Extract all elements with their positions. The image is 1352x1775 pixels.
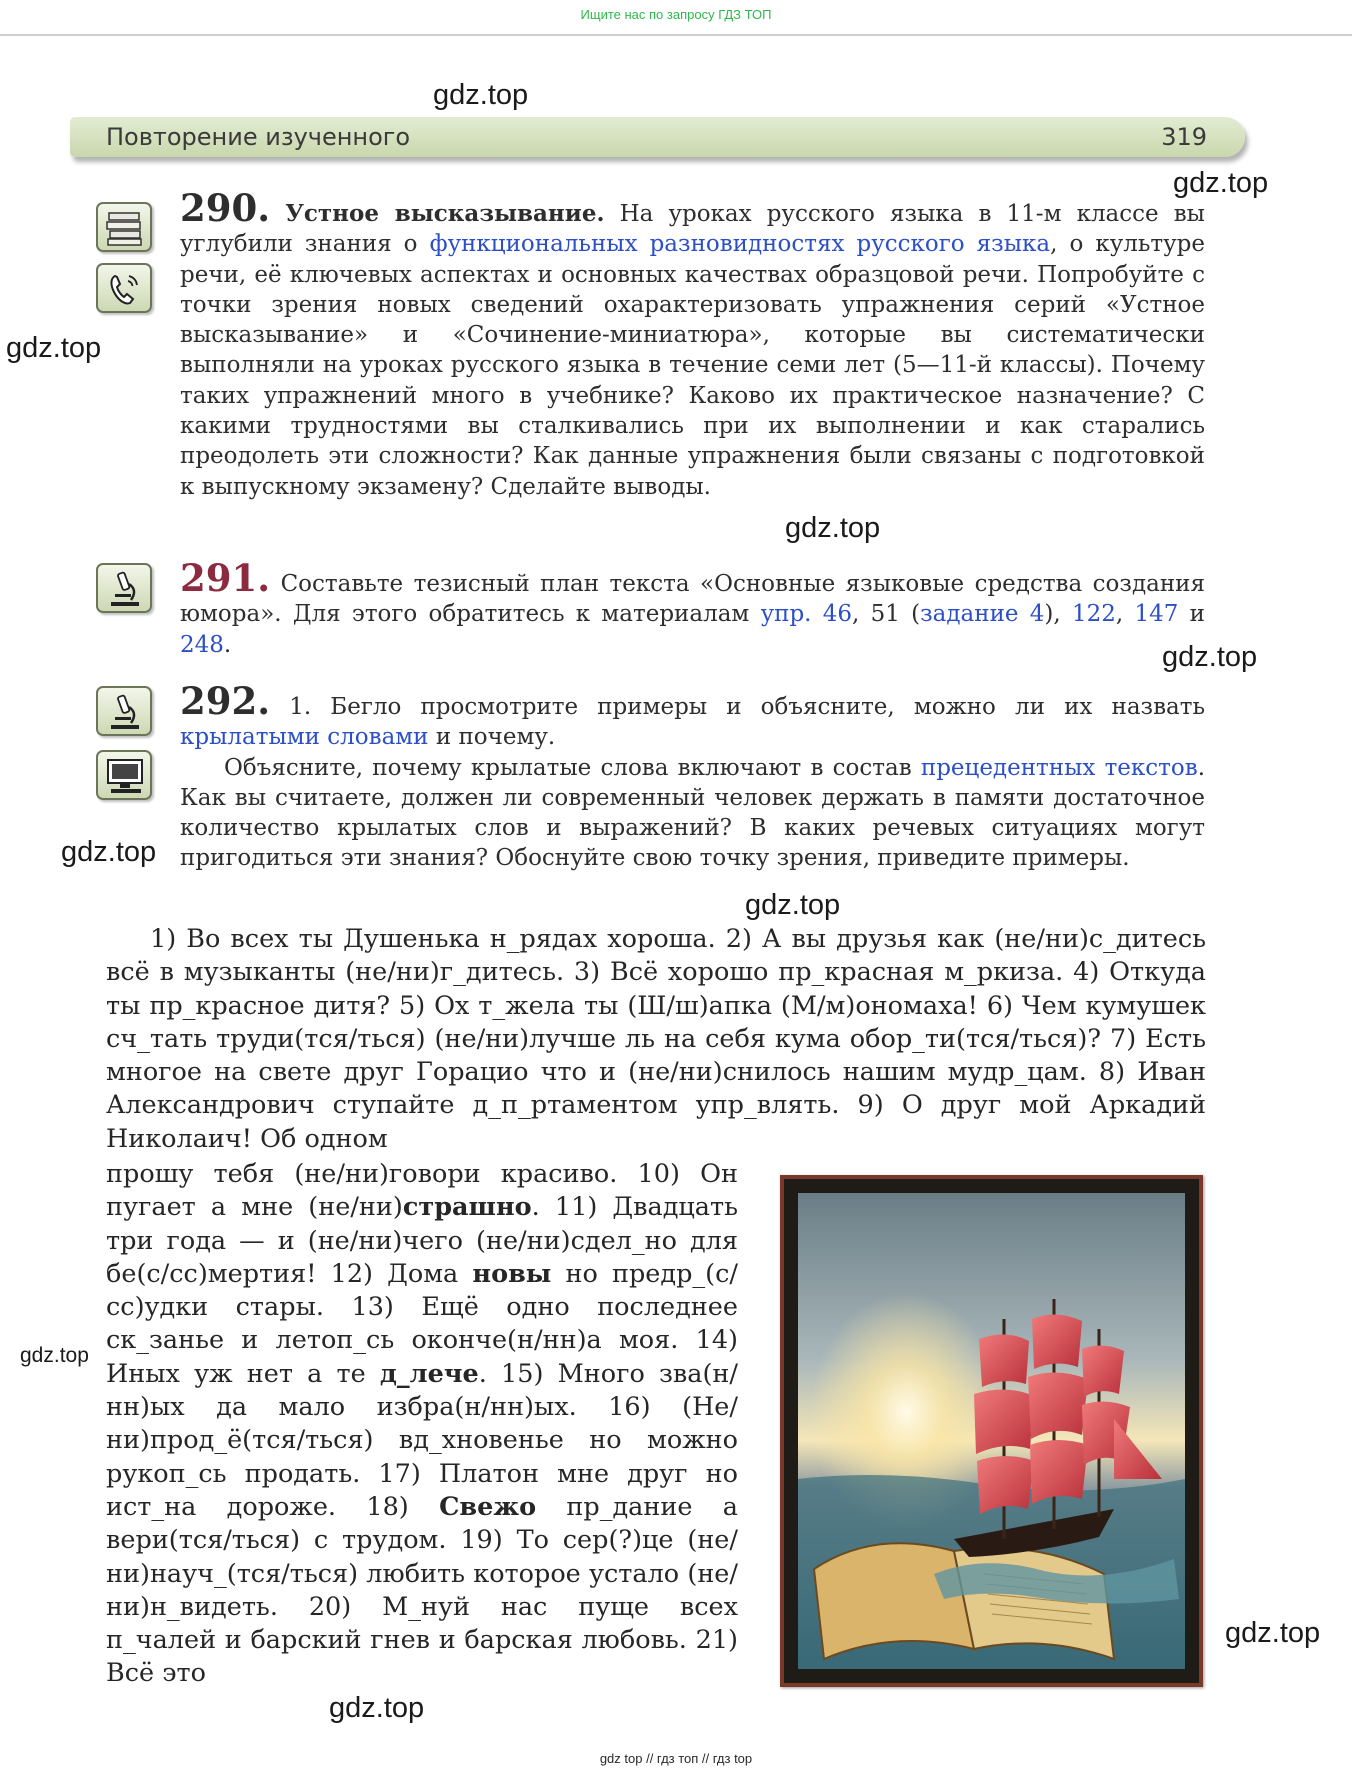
watermark: gdz.top [329, 1692, 425, 1724]
watermark: gdz.top [61, 836, 157, 868]
top-banner-text: Ищите нас по запросу ГДЗ ТОП [580, 7, 772, 22]
watermark: gdz.top [745, 889, 841, 921]
exercise-text: 1. Бегло просмотрите примеры и объясните, можно ли их назвать [270, 694, 1205, 720]
watermark: gdz.top [433, 79, 529, 111]
exercise-text: . Как вы считаете, должен ли современный человек держать в памяти достаточное количество крылатых слов и выражений? В каких речевых ситуациях могут пригодиться эти знания? Обоснуйте свою точку зрения, приведите примеры. [180, 754, 1205, 872]
page-number: 319 [1161, 123, 1207, 151]
exercise-number: 290. [180, 186, 271, 230]
microscope-icon [96, 563, 152, 613]
bold-word: новы [472, 1258, 552, 1289]
exercise-link[interactable]: упр. 46 [760, 601, 853, 628]
watermark: gdz.top [20, 1344, 89, 1367]
exercise-link[interactable]: задание 4 [920, 601, 1045, 628]
books-icon [96, 202, 152, 252]
exercise-292 [180, 679, 1205, 874]
example-text: . 15) Много зва(н/нн)ых да мало избра(н/нн)ых. 16) (Не/ни)прод_ё(тся/ться) вд_хновенье но можно рукоп_сь продать. 17) Платон мне друг но ист_на дороже. 18) [106, 1358, 738, 1522]
exercise-text: , 51 ( [852, 601, 921, 628]
exercise-link[interactable]: 248 [180, 631, 224, 658]
exercise-text: ), [1044, 601, 1072, 628]
examples-text-continued [106, 1158, 738, 1691]
term-link[interactable]: функциональных разновидностях русского языка [429, 231, 1051, 258]
example-text: пр_дание а вери(тся/ться) с трудом. 19) То сер(?)це (не/ни)науч_(тся/ться) любить которое устало (не/ни)н_видеть. 20) М_нуй нас пуще всех п_чалей и барский гнев и барская любовь. 21) Всё это [106, 1491, 738, 1689]
watermark: gdz.top [6, 332, 102, 364]
exercise-number: 292. [180, 679, 271, 723]
exercise-text: и [1178, 601, 1205, 628]
computer-icon [96, 750, 152, 800]
examples-text: 1) Во всех ты Душенька н_рядах хороша. 2) А вы друзья как (не/ни)с_дитесь всё в музыканты (не/ни)г_дитесь. 3) Всё хорошо пр_красная м_ркиза. 4) Откуда ты пр_красное дитя? 5) Ох т_жела ты (Ш/ш)апка (М/м)ономаха! 6) Чем кумушек сч_тать труди(тся/ться) (не/ни)лучше ль на себя кума обор_ти(тся/ться)? 7) Есть многое на свете друг Горацио что и (не/ни)снилось нашим мудр_цам. 8) Иван Александрович ступайте д_п_ртаментом упр_влять. 9) О друг мой Аркадий Николаич! Об одном [106, 924, 1206, 1154]
exercise-title: Устное высказывание. [285, 200, 605, 227]
section-title: Повторение изученного [106, 123, 411, 151]
bold-word: страшно [402, 1192, 532, 1223]
exercise-text: На уроках русского языка в 11-м классе вы углубили знания о [180, 201, 1205, 258]
ship-book-image [784, 1179, 1199, 1683]
microscope-icon [96, 686, 152, 736]
exercise-link[interactable]: 147 [1134, 601, 1179, 628]
exercise-291 [180, 556, 1205, 660]
ship-book-illustration [780, 1175, 1203, 1687]
watermark: gdz.top [1225, 1617, 1321, 1649]
top-banner [0, 0, 1352, 36]
bold-word: д_лече [379, 1358, 479, 1389]
exercise-text: , о культуре речи, её ключевых аспектах и основных качествах образцовой речи. Попробуйте с точки зрения новых сведений охарактеризовать упражнения серий «Устное высказывание» и «Сочинение-миниатюра», которые вы систематически выполняли на уроках русского языка в течение семи лет (5—11-й классы). Почему таких упражнений много в учебнике? Каково их практическое назначение? С какими трудностями вы сталкивались при их выполнении и как старались преодолеть эти сложности? Как данные упражнения были связаны с подготовкой к выпускному экзамену? Сделайте выводы. [180, 231, 1205, 500]
exercise-text: . [223, 631, 232, 658]
exercise-text: Составьте тезисный план текста «Основные языковые средства создания юмора». Для этого обратитесь к материалам [180, 571, 1205, 628]
section-header [70, 117, 1245, 157]
exercise-number: 291. [180, 556, 271, 600]
bold-word: Свежо [439, 1491, 537, 1522]
example-text: . 11) Двадцать три года — и (не/ни)чего (не/ни)сдел_но для бе(с/сс)мертия! 12) Дома [106, 1192, 738, 1289]
footer-text: gdz top // гдз топ // гдз top [599, 1751, 753, 1766]
example-text: но предр_(с/сс)удки стары. 13) Ещё одно последнее ск_занье и летоп_сь оконче(н/нн)а моя. 14) Иных уж нет а те [106, 1258, 738, 1389]
term-link[interactable]: крылатыми словами [180, 724, 429, 751]
term-link[interactable]: прецедентных текстов [920, 754, 1198, 781]
exercise-text: и почему. [428, 724, 556, 751]
watermark: gdz.top [785, 512, 881, 544]
exercise-link[interactable]: 122 [1071, 601, 1116, 628]
exercise-text: , [1115, 601, 1135, 628]
phone-icon [96, 263, 152, 313]
watermark: gdz.top [1162, 641, 1258, 673]
exercise-290 [180, 186, 1205, 502]
exercise-text: Объясните, почему крылатые слова включают в состав [224, 754, 921, 781]
example-text: прошу тебя (не/ни)говори красиво. 10) Он пугает а мне (не/ни) [106, 1159, 738, 1223]
watermark: gdz.top [1173, 167, 1269, 199]
